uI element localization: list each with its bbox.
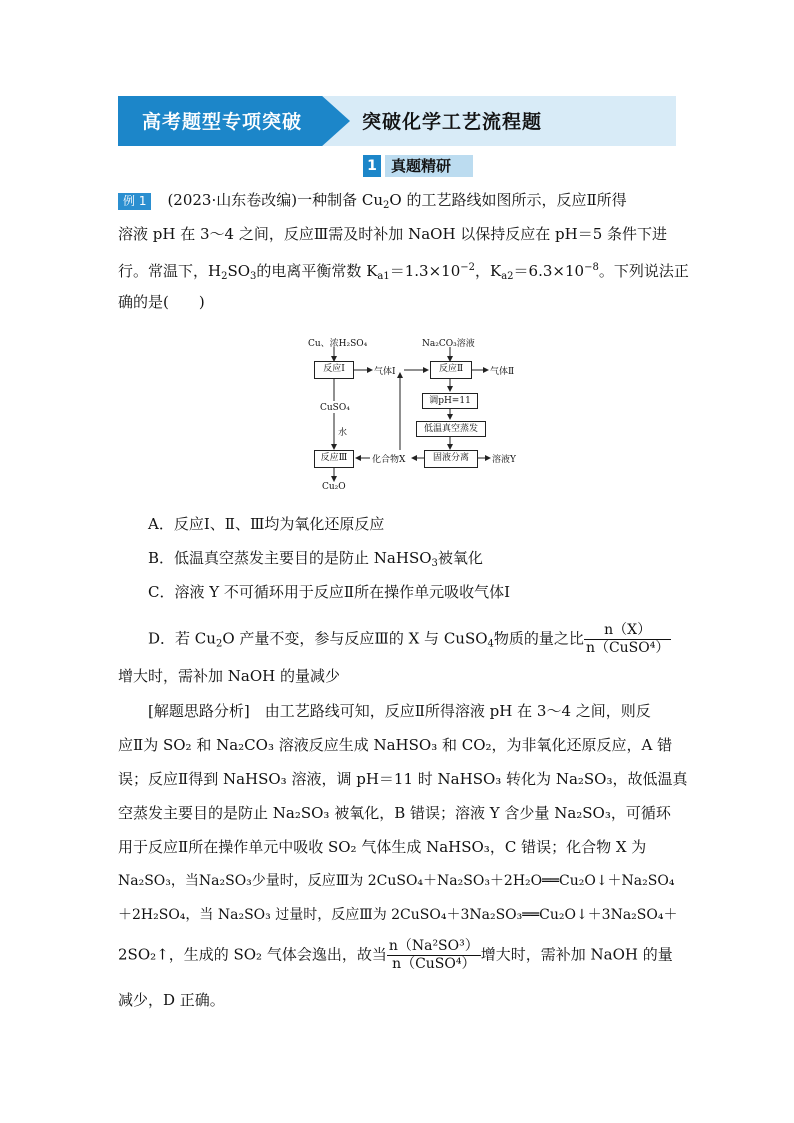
- analysis-line-7: ＋2H₂SO₄，当 Na₂SO₃ 过量时，反应Ⅲ为 2CuSO₄＋3Na₂SO₃══Cu₂O↓＋3Na₂SO₄＋: [118, 907, 678, 923]
- na2co3-input-label: Na₂CO₃溶液: [422, 339, 475, 349]
- reaction-1-box: 反应Ⅰ: [314, 361, 354, 379]
- analysis-line-8: 2SO₂↑，生成的 SO₂ 气体会逸出，故当 $\frac{\text{n（Na²SO³）}}{\text{n（CuSO⁴）}}$ 增大时，需补加 NaOH 的量: [118, 938, 673, 972]
- header-banner: [118, 96, 676, 146]
- analysis-line-4: 空蒸发主要目的是防止 Na₂SO₃ 被氧化，B 错误；溶液 Y 含少量 Na₂SO₃，可循环: [118, 804, 671, 822]
- section-number: 1: [363, 155, 381, 177]
- evaporation-box: 低温真空蒸发: [416, 421, 486, 437]
- question-line-1: 例 1 (2023·山东卷改编)一种制备 $Cu_2O$ 的工艺路线如图所示，反应Ⅱ所得: [118, 190, 627, 216]
- analysis-fraction: $\frac{\text{n（Na²SO³）}}{\text{n（CuSO⁴）}}$: [388, 938, 479, 972]
- reaction-3-box: 反应Ⅲ: [314, 450, 354, 468]
- example-tag: 例 1: [118, 193, 151, 210]
- question-line-4: 确的是( ): [118, 293, 205, 311]
- analysis-line-3: 误；反应Ⅱ得到 NaHSO₃ 溶液，调 pH＝11 时 NaHSO₃ 转化为 Na₂SO₃，故低温真: [118, 770, 688, 788]
- analysis-line-1: [解题思路分析] 由工艺路线可知，反应Ⅱ所得溶液 pH 在 3～4 之间，则反: [148, 702, 651, 720]
- compound-x-label: 化合物X: [372, 455, 406, 465]
- water-label: 水: [338, 428, 348, 438]
- gas-2-label: 气体Ⅱ: [490, 367, 515, 377]
- analysis-line-9: 减少，D 正确。: [118, 991, 225, 1009]
- cuso4-label: CuSO₄: [320, 403, 350, 413]
- banner-left-title: 高考题型专项突破: [142, 111, 303, 133]
- question-line-3: 行。常温下，$H_2SO_3$的电离平衡常数 $K_{a1}=1.3\times 10^{-2}$，$K_{a2}=6.3\times 10^{-8}$。下列说法正: [118, 262, 689, 282]
- flowchart-arrows: [300, 333, 530, 493]
- option-d-line-2: 增大时，需补加 NaOH 的量减少: [118, 667, 340, 685]
- cu2o-product-label: Cu₂O: [322, 482, 346, 492]
- option-d-fraction: $\frac{n(X)}{\text{n（CuSO⁴）}}$: [585, 622, 670, 656]
- analysis-line-2: 应Ⅱ为 SO₂ 和 Na₂CO₃ 溶液反应生成 NaHSO₃ 和 CO₂，为非氧化还原反应，A 错: [118, 736, 673, 754]
- option-d: D．若 $Cu_2O$ 产量不变，参与反应Ⅲ的 X 与 CuSO$_4$物质的量之比 $\frac{n(X)}{\text{n（CuSO⁴）}}$: [148, 622, 670, 656]
- separation-box: 固液分离: [424, 450, 478, 468]
- solution-y-label: 溶液Y: [492, 455, 516, 465]
- reaction-2-box: 反应Ⅱ: [430, 361, 472, 379]
- section-title: 真题精研: [385, 155, 473, 177]
- option-a: A．反应Ⅰ、Ⅱ、Ⅲ均为氧化还原反应: [148, 515, 385, 533]
- gas-1-label: 气体Ⅰ: [374, 367, 396, 377]
- option-b: B．低温真空蒸发主要目的是防止 NaHSO$_3$被氧化: [148, 549, 483, 569]
- banner-right-title: 突破化学工艺流程题: [362, 111, 543, 133]
- option-c: C．溶液 Y 不可循环用于反应Ⅱ所在操作单元吸收气体Ⅰ: [148, 583, 511, 601]
- analysis-label: [解题思路分析]: [148, 702, 250, 720]
- adjust-ph-box: 调pH=11: [422, 393, 478, 409]
- analysis-line-5: 用于反应Ⅱ所在操作单元中吸收 SO₂ 气体生成 NaHSO₃，C 错误；化合物 X 为: [118, 838, 647, 856]
- analysis-line-6: Na₂SO₃，当Na₂SO₃少量时，反应Ⅲ为 2CuSO₄＋Na₂SO₃＋2H₂O══Cu₂O↓＋Na₂SO₄: [118, 873, 675, 889]
- question-line-2: 溶液 pH 在 3～4 之间，反应Ⅲ需及时补加 NaOH 以保持反应在 pH＝5 条件下进: [118, 225, 668, 243]
- cu-input-label: Cu、浓H₂SO₄: [308, 339, 368, 349]
- process-flowchart: [300, 333, 530, 493]
